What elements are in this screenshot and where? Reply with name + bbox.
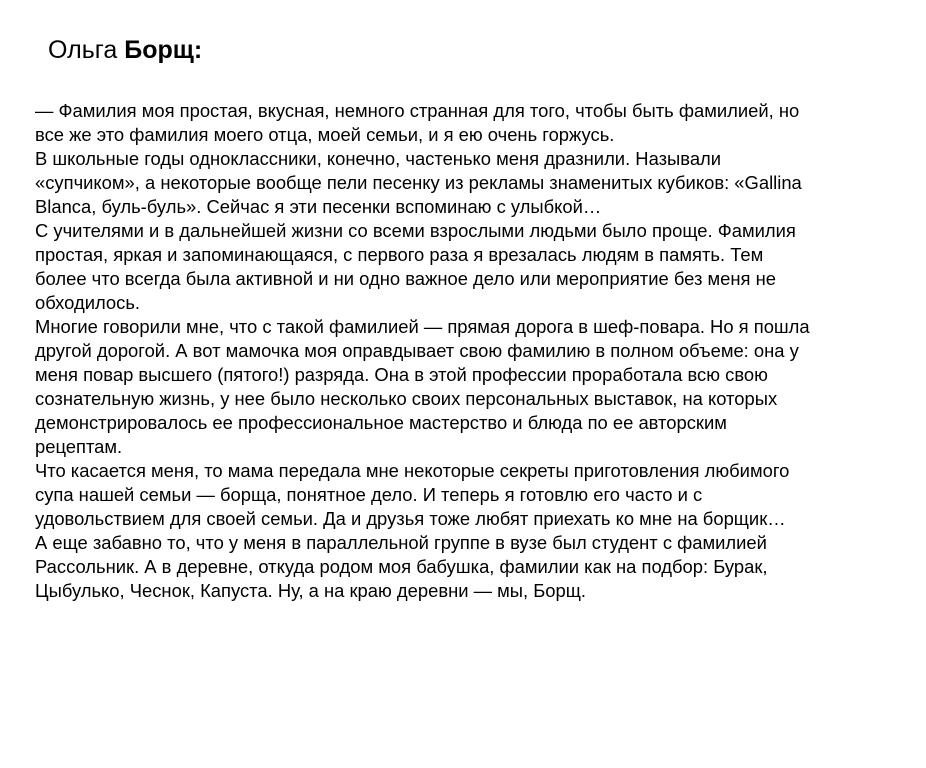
story-text — [35, 99, 915, 603]
title-surname: Борщ: — [124, 36, 203, 64]
text-line: все же это фамилия моего отца, моей семьи, и я ею очень горжусь. — [35, 124, 615, 145]
text-line: Blanca, буль-буль». Сейчас я эти песенки вспоминаю с улыбкой… — [35, 196, 602, 217]
text-line: меня повар высшего (пятого!) разряда. Она в этой профессии проработала всю свою — [35, 364, 768, 385]
text-line: Рассольник. А в деревне, откуда родом моя бабушка, фамилии как на подбор: Бурак, — [35, 556, 768, 577]
text-line: «супчиком», а некоторые вообще пели песенку из рекламы знаменитых кубиков: «Gallina — [35, 172, 802, 193]
text-line: — Фамилия моя простая, вкусная, немного странная для того, чтобы быть фамилией, но — [35, 100, 800, 121]
text-line: простая, яркая и запоминающаяся, с первого раза я врезалась людям в память. Тем — [35, 244, 764, 265]
text-line: С учителями и в дальнейшей жизни со всеми взрослыми людьми было проще. Фамилия — [35, 220, 796, 241]
page-title — [48, 34, 202, 66]
title-first-name: Ольга — [48, 36, 118, 64]
text-line: Что касается меня, то мама передала мне некоторые секреты приготовления любимого — [35, 460, 790, 481]
text-line: рецептам. — [35, 436, 123, 457]
text-line: супа нашей семьи — борща, понятное дело. И теперь я готовлю его часто и с — [35, 484, 703, 505]
text-line: В школьные годы одноклассники, конечно, частенько меня дразнили. Называли — [35, 148, 722, 169]
text-line: Цыбулько, Чеснок, Капуста. Ну, а на краю деревни — мы, Борщ. — [35, 580, 586, 601]
text-line: более что всегда была активной и ни одно важное дело или мероприятие без меня не — [35, 268, 777, 289]
text-line: обходилось. — [35, 292, 141, 313]
text-line: удовольствием для своей семьи. Да и друзья тоже любят приехать ко мне на борщик… — [35, 508, 786, 529]
text-line: сознательную жизнь, у нее было несколько своих персональных выставок, на которых — [35, 388, 778, 409]
text-line: демонстрировалось ее профессиональное мастерство и блюда по ее авторским — [35, 412, 727, 433]
text-line: А еще забавно то, что у меня в параллельной группе в вузе был студент с фамилией — [35, 532, 767, 553]
text-line: другой дорогой. А вот мамочка моя оправдывает свою фамилию в полном объеме: она у — [35, 340, 799, 361]
text-line: Многие говорили мне, что с такой фамилией — прямая дорога в шеф-повара. Но я пошла — [35, 316, 810, 337]
